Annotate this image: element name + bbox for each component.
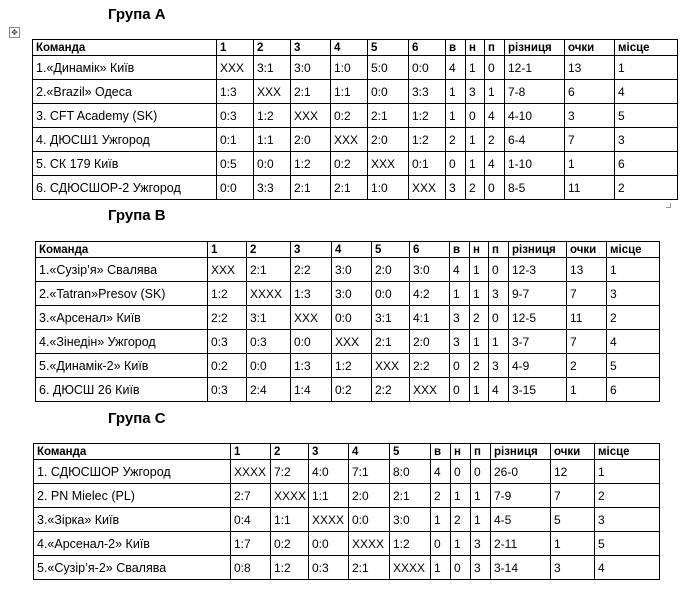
result-cell: 2 xyxy=(446,128,466,152)
result-cell: 2:0 xyxy=(368,128,409,152)
table-row xyxy=(33,80,678,104)
result-cell: 1 xyxy=(431,508,451,532)
result-cell: 1 xyxy=(451,484,471,508)
result-cell: 1 xyxy=(466,56,485,80)
result-cell: 1:7 xyxy=(231,532,271,556)
result-cell: 3 xyxy=(471,532,491,556)
result-cell: 0:2 xyxy=(271,532,309,556)
result-cell: 1 xyxy=(431,556,451,580)
result-cell: 1:2 xyxy=(409,104,446,128)
result-cell: 1:2 xyxy=(332,354,372,378)
result-cell: 1:1 xyxy=(271,508,309,532)
result-cell: 2 xyxy=(451,508,471,532)
team-name-cell: 6. СДЮСШОР-2 Ужгород xyxy=(33,176,217,200)
result-cell: 4-5 xyxy=(491,508,551,532)
result-cell: 1:1 xyxy=(331,80,368,104)
result-cell: 3-14 xyxy=(491,556,551,580)
result-cell: 1 xyxy=(471,508,491,532)
team-name-cell: 2. PN Mielec (PL) xyxy=(34,484,231,508)
table-header-row xyxy=(34,444,660,460)
result-cell: 0:0 xyxy=(349,508,390,532)
group-c-title: Група С xyxy=(108,410,166,427)
result-cell: 0 xyxy=(451,556,471,580)
result-cell: 0:0 xyxy=(247,354,291,378)
result-cell: 2:1 xyxy=(331,176,368,200)
result-cell: 2:1 xyxy=(368,104,409,128)
result-cell: 0 xyxy=(485,176,505,200)
result-cell: 1:3 xyxy=(291,354,332,378)
result-cell: 1 xyxy=(446,80,466,104)
table-row xyxy=(33,104,678,128)
column-header: 4 xyxy=(331,40,368,56)
result-cell: 0 xyxy=(431,532,451,556)
table-row xyxy=(34,484,660,508)
result-cell: XXX xyxy=(332,330,372,354)
column-header: н xyxy=(470,242,489,258)
result-cell: 0:2 xyxy=(331,104,368,128)
result-cell: 2:1 xyxy=(390,484,431,508)
result-cell: 12-3 xyxy=(509,258,567,282)
column-header: різниця xyxy=(509,242,567,258)
result-cell: 1:0 xyxy=(331,56,368,80)
team-name-cell: 3.«Зірка» Київ xyxy=(34,508,231,532)
table-header-row xyxy=(33,40,678,56)
result-cell: 0:2 xyxy=(332,378,372,402)
result-cell: XXXX xyxy=(247,282,291,306)
column-header: 1 xyxy=(217,40,254,56)
result-cell: 1 xyxy=(470,330,489,354)
result-cell: 1 xyxy=(565,152,615,176)
result-cell: 3 xyxy=(565,104,615,128)
result-cell: XXX xyxy=(217,56,254,80)
result-cell: 2:2 xyxy=(208,306,247,330)
column-header: 1 xyxy=(231,444,271,460)
result-cell: 2:2 xyxy=(410,354,450,378)
team-name-cell: 2.«Brazil» Одеса xyxy=(33,80,217,104)
table-row xyxy=(34,556,660,580)
result-cell: 8-5 xyxy=(505,176,565,200)
team-name-cell: 4.«Арсенал-2» Київ xyxy=(34,532,231,556)
result-cell: 3 xyxy=(607,282,660,306)
team-name-cell: 3.«Арсенал» Київ xyxy=(36,306,208,330)
result-cell: 6 xyxy=(615,152,678,176)
column-header: в xyxy=(431,444,451,460)
result-cell: 6-4 xyxy=(505,128,565,152)
table-row xyxy=(34,460,660,484)
table-row xyxy=(36,258,660,282)
team-name-cell: 1.«Динамік» Київ xyxy=(33,56,217,80)
result-cell: 3:3 xyxy=(254,176,291,200)
result-cell: 2:4 xyxy=(247,378,291,402)
result-cell: 2 xyxy=(595,484,660,508)
result-cell: 2:0 xyxy=(372,258,410,282)
result-cell: 1:0 xyxy=(368,176,409,200)
result-cell: XXXX xyxy=(390,556,431,580)
result-cell: 3:0 xyxy=(291,56,331,80)
result-cell: 0 xyxy=(451,460,471,484)
table-row xyxy=(33,56,678,80)
result-cell: 7:1 xyxy=(349,460,390,484)
result-cell: 0 xyxy=(466,104,485,128)
team-name-cell: 2.«Tatran»Presov (SK) xyxy=(36,282,208,306)
table-row xyxy=(36,282,660,306)
result-cell: 2 xyxy=(431,484,451,508)
result-cell: 3 xyxy=(450,306,470,330)
table-row xyxy=(33,176,678,200)
result-cell: 1 xyxy=(551,532,595,556)
result-cell: 8:0 xyxy=(390,460,431,484)
result-cell: 1 xyxy=(470,282,489,306)
result-cell: 4 xyxy=(431,460,451,484)
column-header: п xyxy=(471,444,491,460)
column-header: Команда xyxy=(33,40,217,56)
team-name-cell: 1.«Сузір’я» Свалява xyxy=(36,258,208,282)
table-row xyxy=(36,330,660,354)
table-move-handle-icon[interactable]: ✥ xyxy=(9,27,20,38)
team-name-cell: 5. СК 179 Київ xyxy=(33,152,217,176)
result-cell: 3 xyxy=(489,282,509,306)
team-name-cell: 6. ДЮСШ 26 Київ xyxy=(36,378,208,402)
result-cell: 1 xyxy=(466,152,485,176)
result-cell: 3 xyxy=(551,556,595,580)
result-cell: 0:3 xyxy=(208,378,247,402)
result-cell: 0:3 xyxy=(208,330,247,354)
result-cell: 0:0 xyxy=(332,306,372,330)
table-row xyxy=(36,306,660,330)
result-cell: 2 xyxy=(615,176,678,200)
result-cell: XXXX xyxy=(231,460,271,484)
column-header: п xyxy=(485,40,505,56)
column-header: різниця xyxy=(505,40,565,56)
result-cell: 2 xyxy=(567,354,607,378)
result-cell: 0 xyxy=(450,354,470,378)
result-cell: 4 xyxy=(450,258,470,282)
column-header: 5 xyxy=(368,40,409,56)
result-cell: XXX xyxy=(368,152,409,176)
column-header: очки xyxy=(551,444,595,460)
result-cell: 0:2 xyxy=(331,152,368,176)
result-cell: 0 xyxy=(485,56,505,80)
column-header: Команда xyxy=(36,242,208,258)
result-cell: 1:4 xyxy=(291,378,332,402)
column-header: 3 xyxy=(291,242,332,258)
result-cell: XXX xyxy=(331,128,368,152)
result-cell: 3:0 xyxy=(410,258,450,282)
result-cell: 1:2 xyxy=(271,556,309,580)
result-cell: 0:1 xyxy=(217,128,254,152)
column-header: 6 xyxy=(409,40,446,56)
result-cell: 0:3 xyxy=(217,104,254,128)
column-header: 6 xyxy=(410,242,450,258)
result-cell: 0:0 xyxy=(254,152,291,176)
result-cell: 3:0 xyxy=(332,258,372,282)
result-cell: 1:1 xyxy=(309,484,349,508)
column-header: 5 xyxy=(390,444,431,460)
result-cell: 3:0 xyxy=(332,282,372,306)
result-cell: 2 xyxy=(485,128,505,152)
result-cell: 1:3 xyxy=(217,80,254,104)
result-cell: 7:2 xyxy=(271,460,309,484)
result-cell: 3:0 xyxy=(390,508,431,532)
column-header: очки xyxy=(565,40,615,56)
group-b-title: Група В xyxy=(108,207,166,224)
result-cell: 4:0 xyxy=(309,460,349,484)
result-cell: 3:1 xyxy=(247,306,291,330)
result-cell: 12-5 xyxy=(509,306,567,330)
column-header: 3 xyxy=(309,444,349,460)
column-header: 4 xyxy=(349,444,390,460)
team-name-cell: 5.«Динамік-2» Київ xyxy=(36,354,208,378)
result-cell: 0 xyxy=(446,152,466,176)
result-cell: 2:1 xyxy=(372,330,410,354)
result-cell: 2:1 xyxy=(349,556,390,580)
result-cell: 1 xyxy=(471,484,491,508)
result-cell: 13 xyxy=(565,56,615,80)
result-cell: 2-11 xyxy=(491,532,551,556)
result-cell: XXX xyxy=(372,354,410,378)
result-cell: 4 xyxy=(489,378,509,402)
result-cell: 4-9 xyxy=(509,354,567,378)
result-cell: XXX xyxy=(254,80,291,104)
team-name-cell: 3. CFT Academy (SK) xyxy=(33,104,217,128)
result-cell: 3 xyxy=(489,354,509,378)
result-cell: 3-7 xyxy=(509,330,567,354)
result-cell: 1 xyxy=(466,128,485,152)
result-cell: XXX xyxy=(410,378,450,402)
result-cell: 5 xyxy=(551,508,595,532)
result-cell: 4 xyxy=(607,330,660,354)
result-cell: 4:2 xyxy=(410,282,450,306)
result-cell: 2:1 xyxy=(291,176,331,200)
result-cell: 4:1 xyxy=(410,306,450,330)
result-cell: 7 xyxy=(567,330,607,354)
result-cell: 5 xyxy=(615,104,678,128)
result-cell: 1:2 xyxy=(208,282,247,306)
result-cell: 2 xyxy=(470,354,489,378)
result-cell: 12-1 xyxy=(505,56,565,80)
result-cell: 1 xyxy=(607,258,660,282)
column-header: 2 xyxy=(254,40,291,56)
result-cell: 0:0 xyxy=(368,80,409,104)
result-cell: 4 xyxy=(595,556,660,580)
result-cell: 5:0 xyxy=(368,56,409,80)
result-cell: 1 xyxy=(470,258,489,282)
team-name-cell: 1. СДЮСШОР Ужгород xyxy=(34,460,231,484)
result-cell: 1 xyxy=(615,56,678,80)
result-cell: 2:0 xyxy=(291,128,331,152)
column-header: в xyxy=(446,40,466,56)
table-row xyxy=(34,508,660,532)
column-header: місце xyxy=(595,444,660,460)
result-cell: 0 xyxy=(471,460,491,484)
result-cell: 4 xyxy=(485,104,505,128)
result-cell: 0:0 xyxy=(309,532,349,556)
column-header: місце xyxy=(615,40,678,56)
column-header: 2 xyxy=(247,242,291,258)
result-cell: XXXX xyxy=(271,484,309,508)
result-cell: 4 xyxy=(615,80,678,104)
result-cell: XXX xyxy=(291,104,331,128)
result-cell: 4-10 xyxy=(505,104,565,128)
result-cell: 1 xyxy=(485,80,505,104)
result-cell: 3 xyxy=(615,128,678,152)
column-header: н xyxy=(451,444,471,460)
result-cell: 0 xyxy=(489,258,509,282)
result-cell: 2 xyxy=(470,306,489,330)
group-a-table xyxy=(32,39,678,200)
group-b-table xyxy=(35,241,660,402)
result-cell: 0:0 xyxy=(291,330,332,354)
result-cell: 1:2 xyxy=(390,532,431,556)
column-header: 3 xyxy=(291,40,331,56)
result-cell: 0:1 xyxy=(409,152,446,176)
result-cell: 2 xyxy=(607,306,660,330)
result-cell: 11 xyxy=(565,176,615,200)
team-name-cell: 4.«Зінедін» Ужгород xyxy=(36,330,208,354)
result-cell: 3:1 xyxy=(254,56,291,80)
column-header: місце xyxy=(607,242,660,258)
group-c-table xyxy=(33,443,660,580)
result-cell: 0:0 xyxy=(217,176,254,200)
result-cell: 2:2 xyxy=(372,378,410,402)
result-cell: 1:2 xyxy=(409,128,446,152)
table-row xyxy=(36,354,660,378)
team-name-cell: 4. ДЮСШ1 Ужгород xyxy=(33,128,217,152)
result-cell: XXX xyxy=(409,176,446,200)
table-header-row xyxy=(36,242,660,258)
result-cell: 1-10 xyxy=(505,152,565,176)
result-cell: XXX xyxy=(291,306,332,330)
result-cell: 2:1 xyxy=(291,80,331,104)
result-cell: 1 xyxy=(567,378,607,402)
result-cell: 2 xyxy=(466,176,485,200)
result-cell: 2:2 xyxy=(291,258,332,282)
result-cell: 3:3 xyxy=(409,80,446,104)
result-cell: 13 xyxy=(567,258,607,282)
column-header: в xyxy=(450,242,470,258)
result-cell: 3-15 xyxy=(509,378,567,402)
result-cell: 0:8 xyxy=(231,556,271,580)
column-header: 4 xyxy=(332,242,372,258)
result-cell: 5 xyxy=(595,532,660,556)
group-a-title: Група А xyxy=(108,6,166,23)
table-row xyxy=(36,378,660,402)
result-cell: 5 xyxy=(607,354,660,378)
result-cell: 1:2 xyxy=(254,104,291,128)
result-cell: 7 xyxy=(565,128,615,152)
result-cell: XXXX xyxy=(349,532,390,556)
team-name-cell: 5.«Сузір’я-2» Свалява xyxy=(34,556,231,580)
result-cell: 26-0 xyxy=(491,460,551,484)
table-resize-handle-icon[interactable] xyxy=(666,203,671,208)
column-header: 1 xyxy=(208,242,247,258)
result-cell: 1:3 xyxy=(291,282,332,306)
result-cell: 7-8 xyxy=(505,80,565,104)
result-cell: 3 xyxy=(446,176,466,200)
column-header: 5 xyxy=(372,242,410,258)
result-cell: 0:0 xyxy=(372,282,410,306)
result-cell: 1 xyxy=(470,378,489,402)
result-cell: XXXX xyxy=(309,508,349,532)
result-cell: 7 xyxy=(551,484,595,508)
result-cell: 1 xyxy=(489,330,509,354)
result-cell: 2:0 xyxy=(410,330,450,354)
result-cell: 1 xyxy=(446,104,466,128)
result-cell: 6 xyxy=(565,80,615,104)
result-cell: 12 xyxy=(551,460,595,484)
result-cell: 3 xyxy=(450,330,470,354)
result-cell: 0:2 xyxy=(208,354,247,378)
result-cell: 3 xyxy=(595,508,660,532)
result-cell: 2:7 xyxy=(231,484,271,508)
result-cell: 7-9 xyxy=(491,484,551,508)
result-cell: 2:0 xyxy=(349,484,390,508)
column-header: різниця xyxy=(491,444,551,460)
result-cell: 2:1 xyxy=(247,258,291,282)
result-cell: 1 xyxy=(450,282,470,306)
column-header: очки xyxy=(567,242,607,258)
result-cell: 1 xyxy=(451,532,471,556)
result-cell: 0:5 xyxy=(217,152,254,176)
result-cell: 0:3 xyxy=(309,556,349,580)
table-row xyxy=(33,152,678,176)
result-cell: 0:3 xyxy=(247,330,291,354)
column-header: 2 xyxy=(271,444,309,460)
column-header: Команда xyxy=(34,444,231,460)
result-cell: 0:4 xyxy=(231,508,271,532)
result-cell: 9-7 xyxy=(509,282,567,306)
result-cell: 3 xyxy=(471,556,491,580)
result-cell: 6 xyxy=(607,378,660,402)
table-row xyxy=(34,532,660,556)
result-cell: 1:2 xyxy=(291,152,331,176)
result-cell: 0:0 xyxy=(409,56,446,80)
column-header: п xyxy=(489,242,509,258)
column-header: н xyxy=(466,40,485,56)
result-cell: 3:1 xyxy=(372,306,410,330)
result-cell: 1 xyxy=(595,460,660,484)
result-cell: 11 xyxy=(567,306,607,330)
result-cell: 1:1 xyxy=(254,128,291,152)
result-cell: 3 xyxy=(466,80,485,104)
table-row xyxy=(33,128,678,152)
result-cell: 4 xyxy=(446,56,466,80)
result-cell: 7 xyxy=(567,282,607,306)
result-cell: 0 xyxy=(489,306,509,330)
result-cell: 0 xyxy=(450,378,470,402)
result-cell: 4 xyxy=(485,152,505,176)
result-cell: XXX xyxy=(208,258,247,282)
